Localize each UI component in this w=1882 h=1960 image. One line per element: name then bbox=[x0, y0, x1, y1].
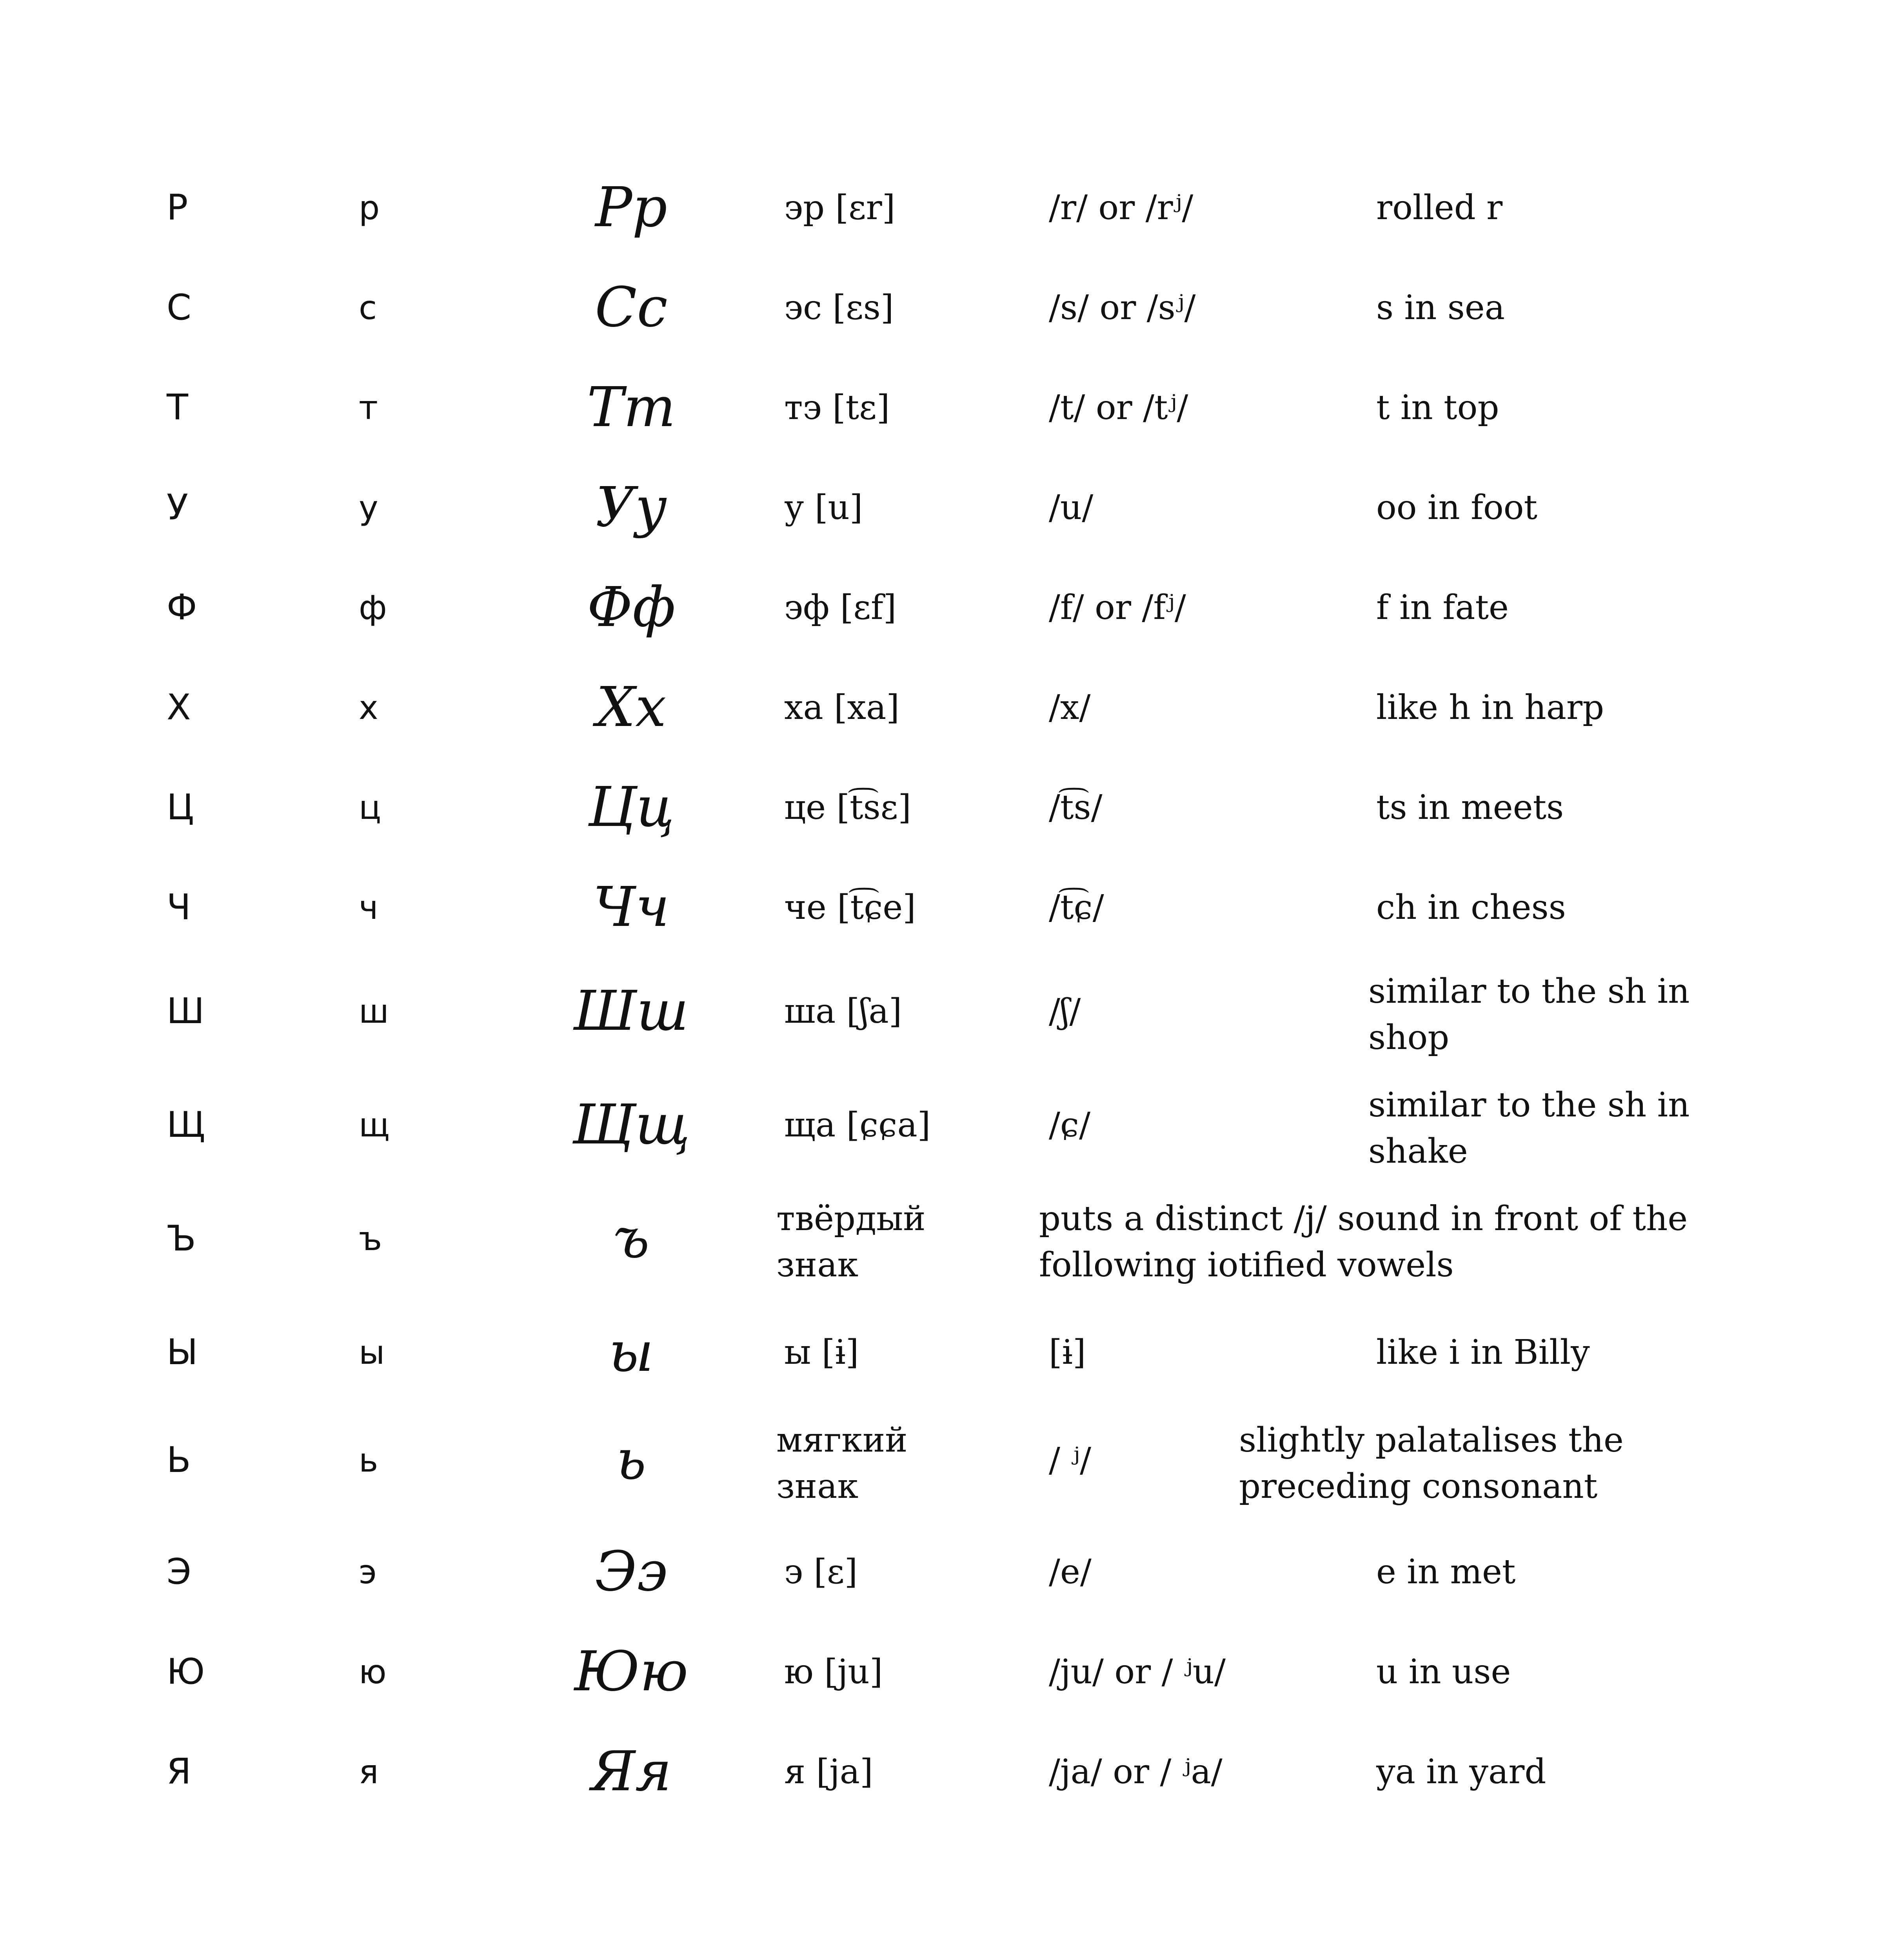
uppercase-letter: Ю bbox=[167, 1651, 205, 1692]
letter-name: це [t͡sɛ] bbox=[784, 788, 911, 827]
table-row bbox=[0, 1529, 1882, 1615]
letter-name: я [ja] bbox=[784, 1752, 873, 1791]
ipa-sound: [ɨ] bbox=[1049, 1333, 1086, 1372]
cursive-letter: Шш bbox=[574, 979, 689, 1043]
lowercase-letter: щ bbox=[359, 1106, 390, 1144]
uppercase-letter: Ъ bbox=[167, 1218, 196, 1259]
uppercase-letter: Р bbox=[167, 187, 188, 228]
table-row bbox=[0, 165, 1882, 251]
lowercase-letter: х bbox=[359, 688, 378, 727]
ipa-sound: /ju/ or / ʲu/ bbox=[1049, 1652, 1226, 1691]
letter-name: эс [ɛs] bbox=[784, 288, 894, 327]
cursive-letter: Тт bbox=[587, 376, 676, 439]
uppercase-letter: Ч bbox=[167, 887, 191, 928]
ipa-sound: /t/ or /tʲ/ bbox=[1049, 388, 1188, 427]
lowercase-letter: с bbox=[359, 289, 377, 327]
cursive-letter: Чч bbox=[593, 875, 670, 939]
english-equivalent: s in sea bbox=[1376, 288, 1505, 327]
uppercase-letter: Ш bbox=[167, 991, 205, 1032]
english-equivalent: slightly palatalises the preceding consonant bbox=[1239, 1421, 1624, 1506]
letter-name: че [t͡ɕe] bbox=[784, 888, 916, 927]
table-row bbox=[0, 365, 1882, 451]
uppercase-letter: Ф bbox=[167, 587, 197, 628]
cursive-letter: Юю bbox=[574, 1640, 688, 1704]
lowercase-letter: т bbox=[359, 388, 378, 427]
lowercase-letter: ю bbox=[359, 1653, 387, 1691]
english-equivalent: rolled r bbox=[1376, 188, 1503, 227]
english-equivalent: like i in Billy bbox=[1376, 1333, 1590, 1372]
uppercase-letter: Ц bbox=[167, 787, 194, 828]
table-row bbox=[0, 1309, 1882, 1396]
cursive-letter: Ээ bbox=[595, 1540, 668, 1604]
uppercase-letter: Щ bbox=[167, 1104, 205, 1145]
lowercase-letter: у bbox=[359, 488, 378, 527]
table-row bbox=[0, 1417, 1882, 1506]
cursive-letter: Цц bbox=[588, 775, 674, 839]
english-equivalent: t in top bbox=[1376, 388, 1499, 427]
table-row bbox=[0, 764, 1882, 851]
uppercase-letter: У bbox=[167, 487, 188, 528]
english-equivalent: puts a distinct /j/ sound in front of the following iotified vowels bbox=[1039, 1199, 1688, 1285]
uppercase-letter: Ы bbox=[167, 1332, 198, 1373]
uppercase-letter: Ь bbox=[167, 1439, 191, 1481]
letter-name: э [ɛ] bbox=[784, 1552, 858, 1592]
ipa-sound: /f/ or /fʲ/ bbox=[1049, 588, 1186, 627]
ipa-sound: /ja/ or / ʲa/ bbox=[1049, 1752, 1223, 1791]
table-row bbox=[0, 465, 1882, 551]
letter-name: ы [ɨ] bbox=[784, 1333, 859, 1372]
lowercase-letter: э bbox=[359, 1553, 377, 1591]
cursive-letter: Хх bbox=[596, 675, 667, 739]
lowercase-letter: ъ bbox=[359, 1220, 382, 1258]
lowercase-letter: ф bbox=[359, 588, 387, 627]
ipa-sound: /x/ bbox=[1049, 688, 1091, 727]
cursive-letter: Фф bbox=[587, 575, 676, 639]
table-row bbox=[0, 1629, 1882, 1715]
english-equivalent: ts in meets bbox=[1376, 788, 1564, 827]
letter-name: ша [ʃa] bbox=[784, 992, 902, 1031]
table-row bbox=[0, 1729, 1882, 1815]
ipa-sound: /ʃ/ bbox=[1049, 992, 1081, 1031]
cursive-letter: ь bbox=[616, 1428, 647, 1492]
lowercase-letter: ы bbox=[359, 1333, 385, 1372]
letter-name: эр [ɛr] bbox=[784, 188, 896, 227]
english-equivalent: ch in chess bbox=[1376, 888, 1566, 927]
ipa-sound: /s/ or /sʲ/ bbox=[1049, 288, 1196, 327]
ipa-sound: /t͡ɕ/ bbox=[1049, 888, 1104, 927]
table-row bbox=[0, 664, 1882, 751]
letter-name: твёрдый знак bbox=[776, 1199, 926, 1285]
lowercase-letter: ч bbox=[359, 888, 378, 927]
cursive-letter: ы bbox=[609, 1320, 654, 1384]
lowercase-letter: ш bbox=[359, 992, 389, 1031]
letter-name: ю [ju] bbox=[784, 1652, 883, 1691]
english-equivalent: like h in harp bbox=[1376, 688, 1604, 727]
uppercase-letter: Т bbox=[167, 387, 188, 428]
cursive-letter: Щщ bbox=[572, 1093, 690, 1157]
uppercase-letter: С bbox=[167, 287, 191, 328]
table-row bbox=[0, 265, 1882, 351]
english-equivalent: f in fate bbox=[1376, 588, 1509, 627]
lowercase-letter: р bbox=[359, 189, 380, 227]
table-row bbox=[0, 968, 1882, 1057]
lowercase-letter: ь bbox=[359, 1441, 378, 1479]
cursive-letter: Сс bbox=[595, 276, 668, 339]
english-equivalent: similar to the sh in shop bbox=[1368, 972, 1690, 1057]
table-row bbox=[0, 1082, 1882, 1171]
ipa-sound: /t͡s/ bbox=[1049, 788, 1103, 827]
uppercase-letter: Э bbox=[167, 1551, 191, 1592]
uppercase-letter: Я bbox=[167, 1751, 191, 1792]
lowercase-letter: я bbox=[359, 1753, 379, 1791]
lowercase-letter: ц bbox=[359, 788, 381, 827]
cursive-letter: Яя bbox=[591, 1740, 672, 1804]
table-row bbox=[0, 564, 1882, 651]
letter-name: тэ [tɛ] bbox=[784, 388, 890, 427]
letter-name: у [u] bbox=[784, 488, 863, 527]
ipa-sound: / ʲ/ bbox=[1049, 1441, 1092, 1480]
table-row bbox=[0, 864, 1882, 951]
english-equivalent: u in use bbox=[1376, 1652, 1511, 1691]
letter-name: мягкий знак bbox=[776, 1421, 908, 1506]
cursive-letter: Уу bbox=[595, 475, 667, 539]
cursive-letter: Рр bbox=[595, 176, 667, 240]
english-equivalent: e in met bbox=[1376, 1552, 1516, 1592]
english-equivalent: ya in yard bbox=[1376, 1752, 1546, 1791]
ipa-sound: /ɕ/ bbox=[1049, 1105, 1091, 1145]
letter-name: ха [xa] bbox=[784, 688, 899, 727]
english-equivalent: oo in foot bbox=[1376, 488, 1538, 527]
letter-name: эф [ɛf] bbox=[784, 588, 897, 627]
cursive-letter: ъ bbox=[613, 1207, 650, 1270]
uppercase-letter: Х bbox=[167, 687, 191, 728]
english-equivalent: similar to the sh in shake bbox=[1368, 1085, 1690, 1171]
table-row bbox=[0, 1196, 1882, 1285]
letter-name: ща [ɕɕa] bbox=[784, 1105, 931, 1145]
ipa-sound: /r/ or /rʲ/ bbox=[1049, 188, 1194, 227]
ipa-sound: /e/ bbox=[1049, 1552, 1092, 1592]
ipa-sound: /u/ bbox=[1049, 488, 1094, 527]
